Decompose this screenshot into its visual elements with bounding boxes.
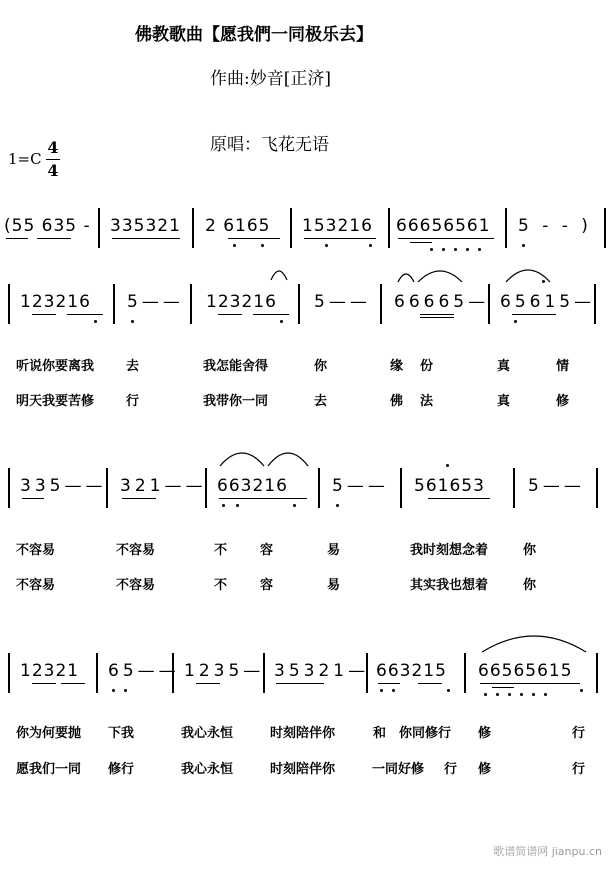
- measure: 663216: [217, 476, 288, 496]
- low-octave-dot: [131, 320, 134, 323]
- lyric: 不: [214, 543, 228, 558]
- original-singer: 原唱：飞花无语: [210, 135, 329, 155]
- lyric: 不容易: [116, 578, 156, 593]
- bar-line: [290, 208, 292, 248]
- measure: 335——: [20, 476, 107, 496]
- beam-underline: [22, 498, 44, 499]
- lyric: 行: [572, 726, 586, 741]
- beam-underline: [32, 683, 56, 684]
- measure: 66565615: [478, 661, 573, 681]
- beam-underline: [410, 242, 432, 243]
- low-octave-dot: [522, 244, 525, 247]
- beam-underline: [122, 498, 156, 499]
- measure: 5——: [332, 476, 389, 496]
- measure: 5——: [528, 476, 585, 496]
- beam-underline: [112, 238, 180, 239]
- slur-arc: [220, 453, 264, 466]
- bar-line: [513, 468, 515, 508]
- measure: 66656561: [396, 216, 491, 236]
- beam-underline: [228, 238, 280, 239]
- beam-underline: [304, 238, 376, 239]
- lyric: 去: [126, 359, 140, 374]
- beam-underline: [512, 314, 556, 315]
- lyric: 真: [497, 394, 511, 409]
- beam-underline: [219, 498, 307, 499]
- measure: 5 - - ): [518, 216, 592, 236]
- lyric: 缘: [390, 359, 404, 374]
- lyric: 容: [260, 578, 274, 593]
- low-octave-dot: [380, 689, 383, 692]
- lyric: 我时刻想念着: [410, 543, 489, 558]
- lyric: 不容易: [16, 543, 56, 558]
- low-octave-dot: [508, 693, 511, 696]
- bar-line: [596, 468, 598, 508]
- measure: 123216: [206, 292, 277, 312]
- beam-underline: [420, 314, 454, 315]
- low-octave-dot: [392, 689, 395, 692]
- lyric: 其实我也想着: [410, 578, 489, 593]
- high-octave-dot: [446, 464, 449, 467]
- low-octave-dot: [233, 244, 236, 247]
- song-title: 佛教歌曲【愿我們一同极乐去】: [135, 25, 373, 45]
- lyric: 时刻陪伴你: [270, 726, 336, 741]
- measure: 12321: [20, 661, 80, 681]
- bar-line: [400, 468, 402, 508]
- lyric: 去: [314, 394, 328, 409]
- lyric: 时刻陪伴你: [270, 762, 336, 777]
- lyric: 不容易: [16, 578, 56, 593]
- measure: 65615—: [500, 292, 596, 312]
- lyric: 不容易: [116, 543, 156, 558]
- lyric: 情: [556, 359, 570, 374]
- low-octave-dot: [112, 689, 115, 692]
- measure: 66665—: [394, 292, 490, 312]
- measure: 561653: [414, 476, 485, 496]
- low-octave-dot: [325, 244, 328, 247]
- low-octave-dot: [222, 504, 225, 507]
- low-octave-dot: [532, 693, 535, 696]
- lyric: 我心永恒: [181, 762, 234, 777]
- lyric: 和: [373, 726, 387, 741]
- lyric: 易: [327, 543, 341, 558]
- bar-line: [464, 653, 466, 693]
- time-signature-divider: [46, 159, 60, 160]
- low-octave-dot: [520, 693, 523, 696]
- lyric: 佛: [390, 394, 404, 409]
- staff-system-1: [0, 208, 614, 248]
- beam-underline: [67, 314, 103, 315]
- lyric: 明天我要苦修: [16, 394, 95, 409]
- low-octave-dot: [466, 248, 469, 251]
- low-octave-dot: [94, 320, 97, 323]
- measure: 5——: [314, 292, 371, 312]
- lyric: 不: [214, 578, 228, 593]
- lyric: 行: [126, 394, 140, 409]
- time-signature: [46, 138, 60, 181]
- beam-underline: [418, 683, 442, 684]
- bar-line: [298, 284, 300, 324]
- bar-line: [388, 208, 390, 248]
- beam-underline: [276, 683, 324, 684]
- measure: 335321: [110, 216, 181, 236]
- beam-underline: [32, 314, 56, 315]
- time-signature-bottom: 4: [47, 161, 59, 180]
- measure: 35321—: [274, 661, 370, 681]
- lyric: 修: [478, 726, 492, 741]
- beam-underline: [6, 238, 28, 239]
- lyric: 份: [420, 359, 434, 374]
- bar-line: [192, 208, 194, 248]
- lyric: 我怎能舍得: [203, 359, 269, 374]
- measure: 5——: [127, 292, 184, 312]
- lyric: 你同修行: [399, 726, 452, 741]
- slur-arc: [482, 636, 586, 652]
- measure: 663215: [376, 661, 447, 681]
- low-octave-dot: [478, 248, 481, 251]
- low-octave-dot: [484, 693, 487, 696]
- bar-line: [505, 208, 507, 248]
- low-octave-dot: [369, 244, 372, 247]
- time-signature-top: 4: [47, 138, 59, 157]
- beam-underline: [196, 683, 220, 684]
- lyric: 你: [523, 578, 537, 593]
- lyric: 修: [556, 394, 570, 409]
- measure: 153216: [302, 216, 373, 236]
- bar-line: [98, 208, 100, 248]
- measure: 321——: [120, 476, 207, 496]
- low-octave-dot: [580, 689, 583, 692]
- beam-underline: [61, 683, 85, 684]
- key-signature: 1=C: [8, 150, 42, 168]
- staff-system-4: [0, 653, 614, 693]
- low-octave-dot: [236, 504, 239, 507]
- beam-underline: [37, 238, 71, 239]
- lyric: 你为何要抛: [16, 726, 82, 741]
- site-watermark: 歌谱简谱网 jianpu.cn: [493, 845, 602, 858]
- lyric: 愿我们一同: [16, 762, 82, 777]
- low-octave-dot: [280, 320, 283, 323]
- lyric: 容: [260, 543, 274, 558]
- lyric: 易: [327, 578, 341, 593]
- final-bar-line: [604, 208, 606, 248]
- slur-arc: [418, 271, 462, 282]
- slur-arc: [271, 271, 287, 280]
- low-octave-dot: [544, 693, 547, 696]
- lyric: 修行: [108, 762, 135, 777]
- bar-line: [596, 653, 598, 693]
- high-octave-dot: [542, 280, 545, 283]
- measure: 1235—: [184, 661, 265, 681]
- beam-underline: [480, 683, 580, 684]
- beam-underline: [218, 314, 242, 315]
- lyric: 我心永恒: [181, 726, 234, 741]
- low-octave-dot: [496, 693, 499, 696]
- beam-underline: [378, 683, 400, 684]
- staff-system-3: [0, 468, 614, 508]
- bar-line: [113, 284, 115, 324]
- low-octave-dot: [293, 504, 296, 507]
- measure: (55 635 -: [4, 216, 91, 236]
- lyric: 下我: [108, 726, 135, 741]
- low-octave-dot: [447, 689, 450, 692]
- lyric: 你: [314, 359, 328, 374]
- lyric: 我带你一同: [203, 394, 269, 409]
- bar-line: [318, 468, 320, 508]
- lyric: 你: [523, 543, 537, 558]
- lyric: 听说你要离我: [16, 359, 95, 374]
- bar-line: [8, 468, 10, 508]
- lyric: 行: [444, 762, 458, 777]
- composer-credit: 作曲:妙音[正济]: [210, 69, 331, 89]
- bar-line: [190, 284, 192, 324]
- beam-underline: [428, 498, 490, 499]
- low-octave-dot: [124, 689, 127, 692]
- lyric: 修: [478, 762, 492, 777]
- low-octave-dot: [336, 504, 339, 507]
- beam-underline: [253, 314, 289, 315]
- bar-line: [96, 653, 98, 693]
- low-octave-dot: [442, 248, 445, 251]
- lyric: 真: [497, 359, 511, 374]
- lyric: 一同好修: [372, 762, 425, 777]
- lyric: 行: [572, 762, 586, 777]
- staff-system-2: [0, 284, 614, 324]
- measure: 65——: [108, 661, 180, 681]
- slur-arc: [268, 453, 308, 466]
- slur-arc: [398, 274, 414, 282]
- measure: 2 6165: [205, 216, 271, 236]
- lyric: 法: [420, 394, 434, 409]
- beam-underline: [492, 687, 514, 688]
- low-octave-dot: [430, 248, 433, 251]
- low-octave-dot: [454, 248, 457, 251]
- beam-underline: [398, 238, 494, 239]
- bar-line: [380, 284, 382, 324]
- beam-underline: [420, 317, 454, 318]
- bar-line: [8, 284, 10, 324]
- measure: 123216: [20, 292, 91, 312]
- low-octave-dot: [514, 320, 517, 323]
- bar-line: [8, 653, 10, 693]
- low-octave-dot: [261, 244, 264, 247]
